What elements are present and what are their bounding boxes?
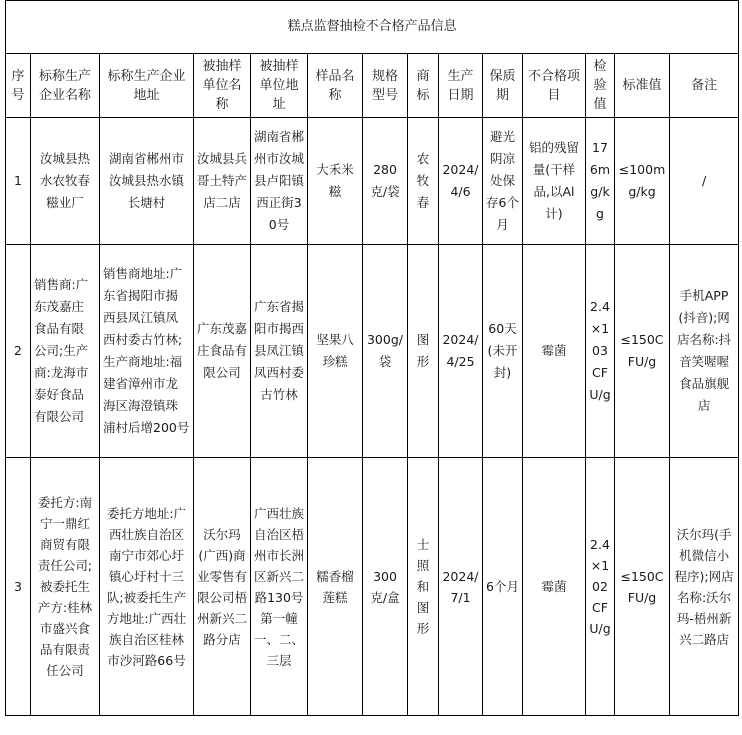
unqualified-item: 铝的残留量(干样品,以Al计) [523,118,586,245]
producer-address: 销售商地址:广东省揭阳市揭西县凤江镇凤西村委古竹林;生产商地址:福建省漳州市龙海区海澄镇珠浦村后增200号 [100,245,194,458]
header-cell: 标称生产企业地址 [100,54,194,118]
sample-name: 坚果八珍糕 [308,245,363,458]
note: 手机APP(抖音);网店名称:抖音笑喔喔食品旗舰店 [670,245,739,458]
header-cell: 备注 [670,54,739,118]
spec: 300克/盒 [363,458,408,716]
table-title: 糕点监督抽检不合格产品信息 [6,1,739,54]
sampled-unit-address: 广西壮族自治区梧州市长洲区新兴二路130号第一幢一、二、三层 [251,458,308,716]
producer-name: 委托方:南宁一鼎红商贸有限责任公司;被委托生产方:桂林市盛兴食品有限责任公司 [31,458,100,716]
shelf-life: 6个月 [483,458,523,716]
producer-name: 销售商:广东茂嘉庄食品有限公司;生产商:龙海市泰好食品有限公司 [31,245,100,458]
row-number: 1 [6,118,31,245]
sampled-unit-name: 沃尔玛(广西)商业零售有限公司梧州新兴二路分店 [194,458,251,716]
shelf-life: 避光阴凉处保存6个月 [483,118,523,245]
note: / [670,118,739,245]
header-cell: 商标 [408,54,439,118]
test-value: 2.4×102CFU/g [586,458,615,716]
header-row [6,54,739,118]
standard-value: ≤100mg/kg [615,118,670,245]
producer-address: 委托方地址:广西壮族自治区南宁市郊心圩镇心圩村十三队;被委托生产方地址:广西壮族自治区桂林市沙河路66号 [100,458,194,716]
sampled-unit-address: 湖南省郴州市汝城县卢阳镇西正街30号 [251,118,308,245]
note: 沃尔玛(手机微信小程序);网店名称:沃尔玛-梧州新兴二路店 [670,458,739,716]
sample-name: 大禾米糍 [308,118,363,245]
header-cell: 检验值 [586,54,615,118]
header-cell: 标准值 [615,54,670,118]
sampled-unit-name: 广东茂嘉庄食品有限公司 [194,245,251,458]
header-cell: 被抽样单位名称 [194,54,251,118]
table-row [6,118,739,245]
row-number: 3 [6,458,31,716]
spec: 280克/袋 [363,118,408,245]
producer-name: 汝城县热水农牧春糍业厂 [31,118,100,245]
standard-value: ≤150CFU/g [615,245,670,458]
test-value: 176mg/kg [586,118,615,245]
standard-value: ≤150CFU/g [615,458,670,716]
test-value: 2.4×103CFU/g [586,245,615,458]
brand: 图形 [408,245,439,458]
header-cell: 序号 [6,54,31,118]
production-date: 2024/4/25 [439,245,483,458]
sampled-unit-name: 汝城县兵哥土特产店二店 [194,118,251,245]
production-date: 2024/4/6 [439,118,483,245]
header-cell: 保质期 [483,54,523,118]
unqualified-item: 霉菌 [523,245,586,458]
brand: 士照和图形 [408,458,439,716]
sampled-unit-address: 广东省揭阳市揭西县凤江镇凤西村委古竹林 [251,245,308,458]
brand: 农牧春 [408,118,439,245]
table-row [6,458,739,716]
header-cell: 样品名称 [308,54,363,118]
table-row [6,245,739,458]
header-cell: 标称生产企业名称 [31,54,100,118]
row-number: 2 [6,245,31,458]
shelf-life: 60天(未开封) [483,245,523,458]
unqualified-item: 霉菌 [523,458,586,716]
header-cell: 规格型号 [363,54,408,118]
production-date: 2024/7/1 [439,458,483,716]
spec: 300g/袋 [363,245,408,458]
header-cell: 不合格项目 [523,54,586,118]
header-cell: 被抽样单位地址 [251,54,308,118]
producer-address: 湖南省郴州市汝城县热水镇长塘村 [100,118,194,245]
header-cell: 生产日期 [439,54,483,118]
unqualified-products-table [5,0,739,716]
sample-name: 糯香榴莲糕 [308,458,363,716]
